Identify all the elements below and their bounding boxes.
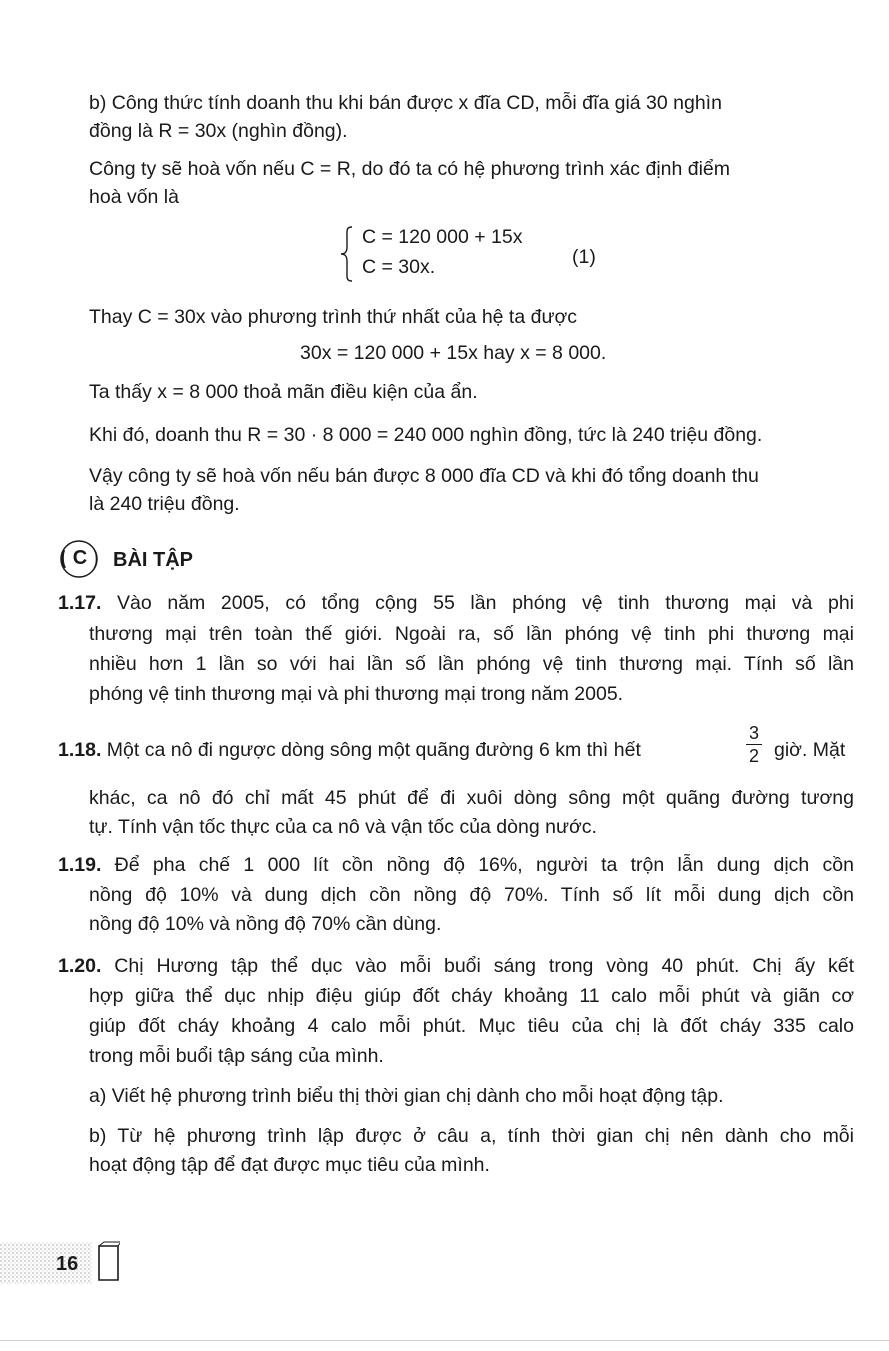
exercise-1-18: 1.18. Một ca nô đi ngược dòng sông một quãng đường 6 km thì hết [58,739,641,761]
text-line: nồng độ 10% và dung dịch cồn nồng độ 70%. Tính số lít mỗi dung dịch cồn [89,884,854,906]
text-line: Thay C = 30x vào phương trình thứ nhất của hệ ta được [89,306,578,328]
section-title: BÀI TẬP [113,549,193,571]
fraction-bar [746,744,762,745]
system-equation-2: C = 30x. [362,256,436,278]
fraction-numerator: 3 [748,723,759,743]
section-badge-letter: C [72,547,88,569]
exercise-1-19: 1.19. Để pha chế 1 000 lít cồn nồng độ 16%, người ta trộn lẫn dung dịch cồn [58,854,855,876]
subquestion-b: b) Từ hệ phương trình lập được ở câu a, tính thời gian chị nên dành cho mỗi [89,1125,854,1147]
exercise-number: 1.20. [58,955,102,977]
text-line: giờ. Mặt [774,739,846,761]
system-equation-1: C = 120 000 + 15x [362,226,523,248]
text-line: Vậy công ty sẽ hoà vốn nếu bán được 8 000 đĩa CD và khi đó tổng doanh thu [89,465,759,487]
text-line: Ta thấy x = 8 000 thoả mãn điều kiện của ẩn. [89,381,478,403]
page-footer [0,1240,120,1288]
text-line: tự. Tính vận tốc thực của ca nô và vận tốc của dòng nước. [89,816,597,838]
text-line: Công ty sẽ hoà vốn nếu C = R, do đó ta có hệ phương trình xác định điểm [89,158,731,180]
exercise-number: 1.17. [58,592,102,614]
page-number: 16 [56,1253,79,1275]
equation-label: (1) [572,246,596,268]
text-line: phóng vệ tinh thương mại và phi thương mại trong năm 2005. [89,683,624,705]
text-line: hợp giữa thể dục nhịp điệu giúp đốt cháy khoảng 11 calo mỗi phút và giãn cơ [89,985,854,1007]
text-line: hoạt động tập để đạt được mục tiêu của mình. [89,1154,490,1176]
exercise-1-17: 1.17. Vào năm 2005, có tổng cộng 55 lần phóng vệ tinh thương mại và phi [58,592,854,614]
bottom-edge [0,1340,889,1341]
exercise-1-20: 1.20. Chị Hương tập thể dục vào mỗi buổi sáng trong vòng 40 phút. Chị ấy kết [58,955,854,977]
text-line: là 240 triệu đồng. [89,493,240,515]
text-line: nhiều hơn 1 lần so với hai lần số lần phóng vệ tinh thương mại. Tính số lần [89,653,854,675]
text-line: nồng độ 10% và nồng độ 70% cần dùng. [89,913,442,935]
fraction-denominator: 2 [748,746,759,766]
text-line: trong mỗi buổi tập sáng của mình. [89,1045,384,1067]
text-line: thương mại trên toàn thế giới. Ngoài ra, số lần phóng vệ tinh phi thương mại [89,623,854,645]
exercise-number: 1.18. [58,739,102,761]
text-line: giúp đốt cháy khoảng 4 calo mỗi phút. Mục tiêu của chị là đốt cháy 335 calo [89,1015,854,1037]
equation-line: 30x = 120 000 + 15x hay x = 8 000. [300,342,607,364]
fraction [746,723,762,766]
subquestion-a: a) Viết hệ phương trình biểu thị thời gian chị dành cho mỗi hoạt động tập. [89,1085,724,1107]
text-line: b) Công thức tính doanh thu khi bán được x đĩa CD, mỗi đĩa giá 30 nghìn [89,92,722,114]
equation-system [338,225,598,285]
left-brace-icon [338,225,356,283]
exercise-number: 1.19. [58,854,102,876]
text-line: hoà vốn là [89,186,179,208]
text-line: khác, ca nô đó chỉ mất 45 phút để đi xuôi dòng sông một quãng đường tương [89,787,854,809]
text-line: Khi đó, doanh thu R = 30 · 8 000 = 240 000 nghìn đồng, tức là 240 triệu đồng. [89,424,763,446]
text-line: đồng là R = 30x (nghìn đồng). [89,120,348,142]
